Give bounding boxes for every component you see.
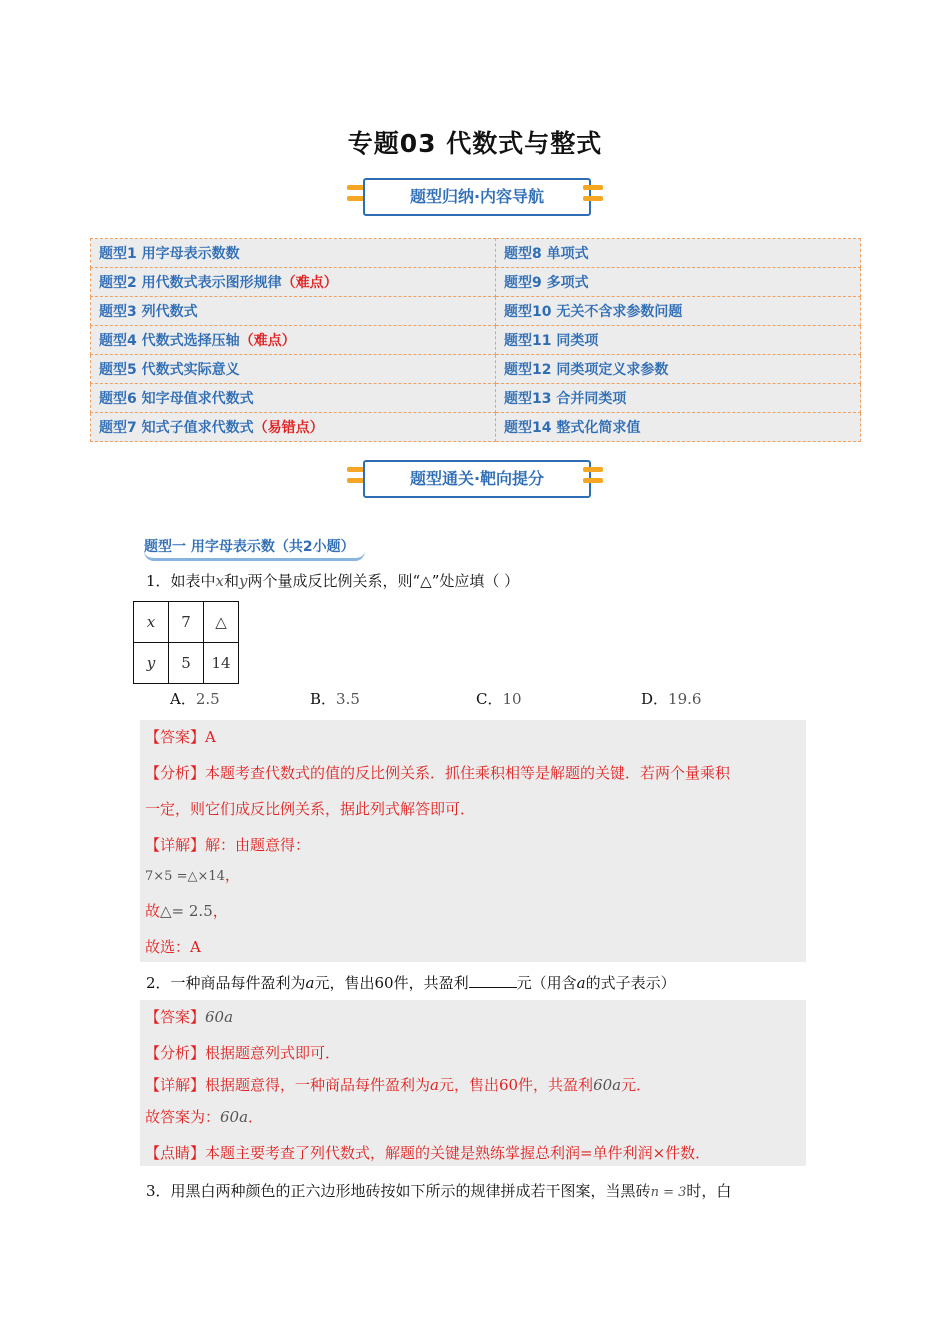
detail-line: 【详解】根据题意得，一种商品每件盈利为a元，售出60件，共盈利60a元． <box>145 1076 652 1094</box>
question-1-table <box>133 601 239 684</box>
nav-item-right[interactable]: 题型11 同类项 <box>496 326 861 355</box>
nav-row <box>91 384 861 413</box>
analysis-line: 一定，则它们成反比例关系，据此列式解答即可． <box>145 800 476 818</box>
equals-icon <box>583 185 603 207</box>
answer-line: 【答案】60a <box>145 1008 234 1026</box>
nav-row <box>91 268 861 297</box>
nav-row <box>91 239 861 268</box>
page-title: 专题03 代数式与整式 <box>347 129 603 158</box>
nav-row <box>91 326 861 355</box>
table-cell: x <box>134 602 169 643</box>
nav-row <box>91 297 861 326</box>
nav-item-label: 题型1 用字母表示数数 <box>99 246 240 262</box>
option-a[interactable]: A．2.5 <box>170 690 220 708</box>
nav-item-right[interactable]: 题型14 整式化简求值 <box>496 413 861 442</box>
detail-line: 【详解】解：由题意得： <box>145 836 311 854</box>
answer-blank[interactable] <box>469 973 517 988</box>
nav-item-left[interactable] <box>91 239 496 268</box>
nav-item-label: 题型6 知字母值求代数式 <box>99 391 254 407</box>
table-cell: 5 <box>169 643 204 684</box>
difficulty-tag: （难点） <box>281 275 338 291</box>
equation-line: 7×5 =△×14， <box>145 866 240 884</box>
nav-item-right[interactable]: 题型12 同类项定义求参数 <box>496 355 861 384</box>
option-d[interactable]: D．19.6 <box>641 690 702 708</box>
nav-item-label: 题型2 用代数式表示图形规律 <box>99 275 282 291</box>
nav-item-left[interactable] <box>91 268 496 297</box>
equals-icon <box>583 467 603 489</box>
table-cell: △ <box>204 602 239 643</box>
topic-nav-table <box>90 238 861 442</box>
nav-item-right[interactable]: 题型10 无关不含求参数问题 <box>496 297 861 326</box>
answer-block-2 <box>140 1000 806 1166</box>
nav-banner-label: 题型归纳·内容导航 <box>363 178 591 216</box>
nav-banner <box>347 176 603 216</box>
option-c[interactable]: C．10 <box>476 690 522 708</box>
nav-item-left[interactable] <box>91 326 496 355</box>
nav-item-label: 题型7 知式子值求代数式 <box>99 420 254 436</box>
question-3-stem: 3．用黑白两种颜色的正六边形地砖按如下所示的规律拼成若干图案，当黑砖n = 3时，白 <box>146 1182 732 1200</box>
table-cell: 14 <box>204 643 239 684</box>
nav-item-right[interactable]: 题型9 多项式 <box>496 268 861 297</box>
answer-line: 【答案】A <box>145 728 216 746</box>
section-title: 题型一 用字母表示数（共2小题） <box>144 536 365 561</box>
table-cell: 7 <box>169 602 204 643</box>
nav-item-label: 题型5 代数式实际意义 <box>99 362 240 378</box>
table-cell: y <box>134 643 169 684</box>
nav-row <box>91 413 861 442</box>
nav-item-left[interactable] <box>91 355 496 384</box>
question-2-stem: 2．一种商品每件盈利为a元，售出60件，共盈利 元（用含a的式子表示） <box>146 974 676 992</box>
nav-item-left[interactable] <box>91 413 496 442</box>
analysis-line: 【分析】根据题意列式即可． <box>145 1044 341 1062</box>
final-answer-line: 故答案为：60a． <box>145 1108 264 1126</box>
nav-item-right[interactable]: 题型8 单项式 <box>496 239 861 268</box>
nav-item-label: 题型4 代数式选择压轴 <box>99 333 240 349</box>
nav-row <box>91 355 861 384</box>
nav-item-right[interactable]: 题型13 合并同类项 <box>496 384 861 413</box>
answer-block-1 <box>140 720 806 962</box>
difficulty-tag: （易错点） <box>253 420 324 436</box>
practice-banner-label: 题型通关·靶向提分 <box>363 460 591 498</box>
equation-line: 故△= 2.5， <box>145 902 228 920</box>
option-b[interactable]: B．3.5 <box>310 690 360 708</box>
practice-banner <box>347 458 603 498</box>
nav-item-label: 题型3 列代数式 <box>99 304 198 320</box>
nav-item-left[interactable] <box>91 297 496 326</box>
difficulty-tag: （难点） <box>239 333 296 349</box>
analysis-line: 【分析】本题考查代数式的值的反比例关系．抓住乘积相等是解题的关键．若两个量乘积 <box>145 764 731 782</box>
choice-line: 故选：A <box>145 938 201 956</box>
nav-item-left[interactable] <box>91 384 496 413</box>
comment-line: 【点睛】本题主要考查了列代数式，解题的关键是熟练掌握总利润=单件利润×件数． <box>145 1144 711 1162</box>
question-1-stem: 1．如表中x和y两个量成反比例关系，则“△”处应填（ ） <box>146 572 520 590</box>
